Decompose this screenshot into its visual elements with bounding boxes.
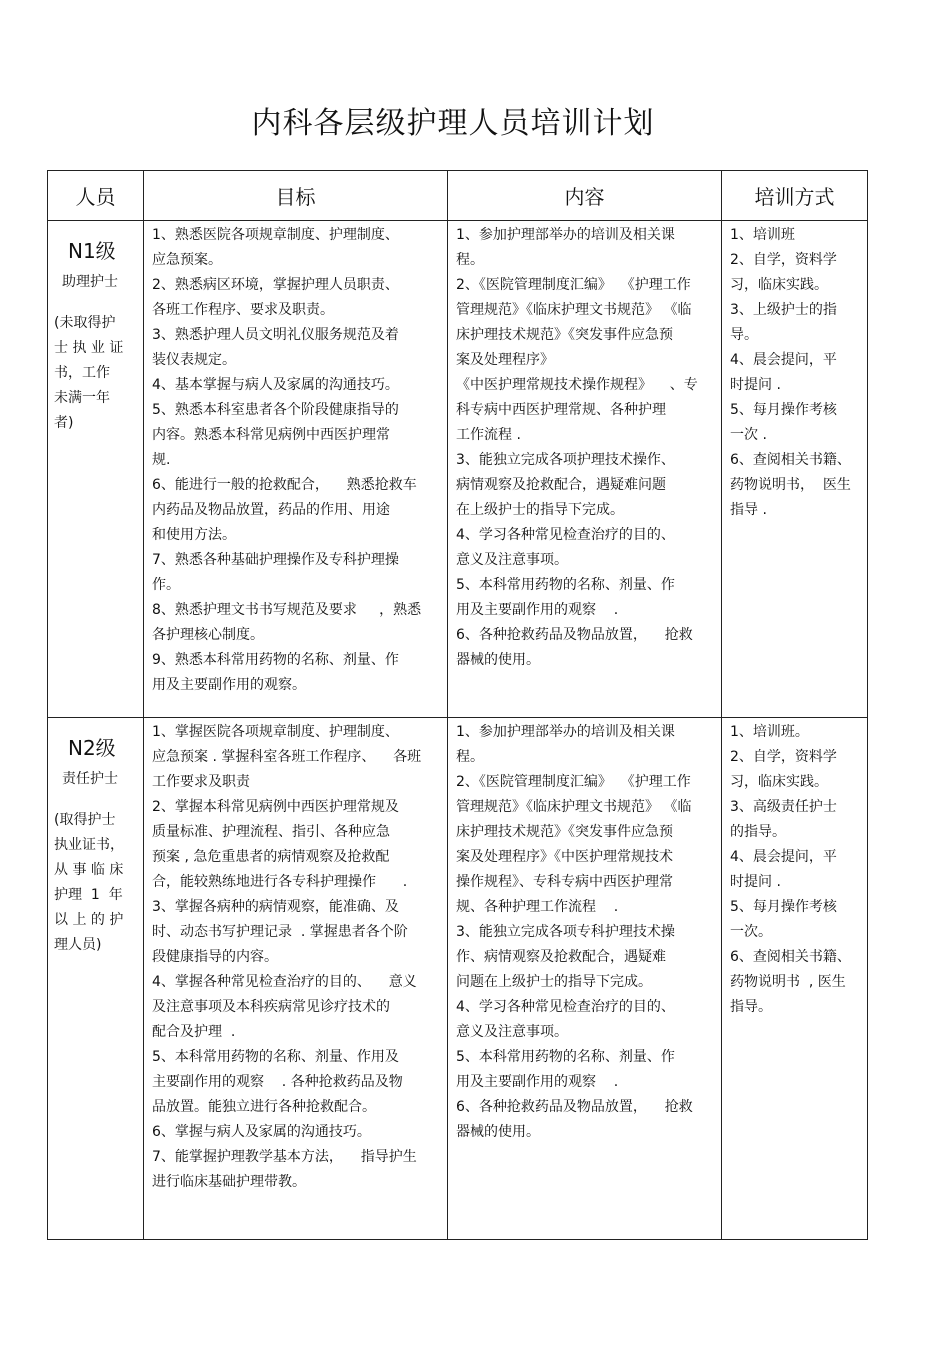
goals-line: 9、熟悉本科常用药物的名称、剂量、作	[152, 652, 399, 668]
header-content: 内容	[448, 171, 722, 221]
methods-line: 6、查阅相关书籍、	[730, 949, 851, 965]
content-line: 器械的使用。	[456, 652, 540, 668]
header-goals: 目标	[144, 171, 448, 221]
goals-line: 1、掌握医院各项规章制度、护理制度、	[152, 724, 399, 740]
role-label: 助理护士	[62, 274, 118, 290]
qualification-note	[54, 311, 143, 436]
goals-line: 4、掌握各种常见检查治疗的目的、 意义	[152, 974, 417, 990]
method-cell	[722, 221, 868, 718]
goals-line: 质量标准、护理流程、指引、各种应急	[152, 824, 390, 840]
methods-line: 习，临床实践。	[730, 774, 828, 790]
goals-line: 规.	[152, 452, 171, 468]
content-line: 在上级护士的指导下完成。	[456, 502, 624, 518]
methods-line: 导。	[730, 327, 758, 343]
goals-line: 4、基本掌握与病人及家属的沟通技巧。	[152, 377, 399, 393]
goals-line: 进行临床基础护理带教。	[152, 1174, 306, 1190]
methods-line: 3、高级责任护士	[730, 799, 837, 815]
goals-line: 7、能掌握护理教学基本方法， 指导护生	[152, 1149, 417, 1165]
condition-line: 书，工作	[54, 365, 110, 381]
content-line: 1、参加护理部举办的培训及相关课	[456, 724, 675, 740]
method-cell	[722, 718, 868, 1240]
goals-line: 作。	[152, 577, 180, 593]
goals-line: 7、熟悉各种基础护理操作及专科护理操	[152, 552, 399, 568]
goals-line: 用及主要副作用的观察。	[152, 677, 306, 693]
content-line: 床护理技术规范》《突发事件应急预	[456, 824, 673, 840]
methods-line: 5、每月操作考核	[730, 899, 837, 915]
condition-line: 护理 1 年	[54, 887, 123, 903]
methods-line: 3、上级护士的指	[730, 302, 837, 318]
methods-line: 指导 .	[730, 502, 767, 518]
goals-line: 及注意事项及本科疾病常见诊疗技术的	[152, 999, 390, 1015]
content-line: 1、参加护理部举办的培训及相关课	[456, 227, 675, 243]
content-cell	[448, 718, 722, 1240]
goals-line: 8、熟悉护理文书书写规范及要求 ，熟悉	[152, 602, 422, 618]
goals-line: 3、熟悉护理人员文明礼仪服务规范及着	[152, 327, 399, 343]
goals-line: 段健康指导的内容。	[152, 949, 278, 965]
content-line: 程。	[456, 252, 484, 268]
goals-line: 各护理核心制度。	[152, 627, 264, 643]
condition-line: 士 执 业 证	[54, 340, 124, 356]
methods-line: 2、自学，资料学	[730, 749, 837, 765]
content-line: 程。	[456, 749, 484, 765]
content-line: 案及处理程序》	[456, 352, 554, 368]
methods-line: 一次 .	[730, 427, 767, 443]
content-line: 器械的使用。	[456, 1124, 540, 1140]
condition-line: 者)	[54, 415, 74, 431]
goals-cell	[144, 718, 448, 1240]
condition-line: (取得护士	[54, 812, 116, 828]
header-personnel: 人员	[48, 171, 144, 221]
goals-line: 6、掌握与病人及家属的沟通技巧。	[152, 1124, 371, 1140]
content-line: 4、学习各种常见检查治疗的目的、	[456, 527, 675, 543]
content-line: 作、病情观察及抢救配合，遇疑难	[456, 949, 666, 965]
content-line: 6、各种抢救药品及物品放置， 抢救	[456, 627, 693, 643]
content-line: 科专病中西医护理常规、各种护理	[456, 402, 666, 418]
methods-line: 的指导。	[730, 824, 786, 840]
methods-line: 时提问 .	[730, 874, 781, 890]
condition-line: 从 事 临 床	[54, 862, 124, 878]
goals-line: 时、动态书写护理记录 . 掌握患者各个阶	[152, 924, 408, 940]
training-plan-table	[47, 170, 868, 1240]
page-title: 内科各层级护理人员培训计划	[251, 106, 655, 141]
content-line: 管理规范》《临床护理文书规范》 《临	[456, 302, 692, 318]
table-row	[48, 718, 868, 1240]
methods-line: 1、培训班	[730, 227, 795, 243]
role-label: 责任护士	[62, 771, 118, 787]
content-line: 意义及注意事项。	[456, 552, 568, 568]
methods-line: 药物说明书 , 医生	[730, 974, 846, 990]
content-line: 6、各种抢救药品及物品放置， 抢救	[456, 1099, 693, 1115]
content-line: 操作规程》、专科专病中西医护理常	[456, 874, 673, 890]
condition-line: 执业证书，	[54, 837, 124, 853]
content-line: 5、本科常用药物的名称、剂量、作	[456, 1049, 675, 1065]
content-line: 病情观察及抢救配合，遇疑难问题	[456, 477, 666, 493]
goals-line: 内容。熟悉本科常见病例中西医护理常	[152, 427, 390, 443]
goals-line: 2、熟悉病区环境，掌握护理人员职责、	[152, 277, 399, 293]
methods-line: 1、培训班。	[730, 724, 809, 740]
level-label: N1级	[68, 239, 116, 263]
methods-line: 4、晨会提问，平	[730, 352, 837, 368]
goals-line: 和使用方法。	[152, 527, 236, 543]
methods-line: 习，临床实践。	[730, 277, 828, 293]
methods-line: 2、自学，资料学	[730, 252, 837, 268]
content-line: 4、学习各种常见检查治疗的目的、	[456, 999, 675, 1015]
content-line: 案及处理程序》《中医护理常规技术	[456, 849, 673, 865]
content-line: 问题在上级护士的指导下完成。	[456, 974, 652, 990]
personnel-cell	[48, 221, 144, 718]
table-row	[48, 221, 868, 718]
methods-line: 5、每月操作考核	[730, 402, 837, 418]
goals-line: 5、熟悉本科室患者各个阶段健康指导的	[152, 402, 399, 418]
qualification-note	[54, 808, 143, 958]
content-line: 2、《医院管理制度汇编》 《护理工作	[456, 774, 691, 790]
content-line: 工作流程 .	[456, 427, 521, 443]
goals-line: 工作要求及职责	[152, 774, 250, 790]
goals-line: 配合及护理 .	[152, 1024, 236, 1040]
methods-line: 时提问 .	[730, 377, 781, 393]
goals-line: 主要副作用的观察 . 各种抢救药品及物	[152, 1074, 403, 1090]
content-line: 用及主要副作用的观察 .	[456, 1074, 619, 1090]
goals-line: 内药品及物品放置，药品的作用、用途	[152, 502, 390, 518]
content-cell	[448, 221, 722, 718]
goals-line: 6、能进行一般的抢救配合， 熟悉抢救车	[152, 477, 417, 493]
condition-line: 未满一年	[54, 390, 110, 406]
condition-line: 以 上 的 护	[54, 912, 124, 928]
personnel-cell	[48, 718, 144, 1240]
content-line: 床护理技术规范》《突发事件应急预	[456, 327, 673, 343]
goals-line: 各班工作程序、要求及职责。	[152, 302, 334, 318]
goals-line: 装仪表规定。	[152, 352, 236, 368]
goals-line: 应急预案。	[152, 252, 222, 268]
goals-line: 1、熟悉医院各项规章制度、护理制度、	[152, 227, 399, 243]
content-line: 3、能独立完成各项专科护理技术操	[456, 924, 675, 940]
content-line: 管理规范》《临床护理文书规范》 《临	[456, 799, 692, 815]
methods-line: 4、晨会提问，平	[730, 849, 837, 865]
methods-line: 药物说明书， 医生	[730, 477, 851, 493]
level-label: N2级	[68, 736, 116, 760]
content-line: 规、各种护理工作流程 .	[456, 899, 619, 915]
content-line: 3、能独立完成各项护理技术操作、	[456, 452, 675, 468]
content-line: 意义及注意事项。	[456, 1024, 568, 1040]
header-method: 培训方式	[722, 171, 868, 221]
goals-line: 合，能较熟练地进行各专科护理操作 .	[152, 874, 408, 890]
goals-line: 预案 , 急危重患者的病情观察及抢救配	[152, 849, 390, 865]
methods-line: 一次。	[730, 924, 772, 940]
goals-line: 品放置。能独立进行各种抢救配合。	[152, 1099, 376, 1115]
condition-line: 理人员)	[54, 937, 102, 953]
content-line: 用及主要副作用的观察 .	[456, 602, 619, 618]
table-header-row	[48, 171, 868, 221]
goals-line: 2、掌握本科常见病例中西医护理常规及	[152, 799, 399, 815]
condition-line: (未取得护	[54, 315, 116, 331]
methods-line: 6、查阅相关书籍、	[730, 452, 851, 468]
goals-line: 5、本科常用药物的名称、剂量、作用及	[152, 1049, 399, 1065]
methods-line: 指导。	[730, 999, 772, 1015]
goals-line: 3、掌握各病种的病情观察，能准确、及	[152, 899, 399, 915]
content-line: 《中医护理常规技术操作规程》 、专	[456, 377, 698, 393]
goals-line: 应急预案 . 掌握科室各班工作程序、 各班	[152, 749, 422, 765]
goals-cell	[144, 221, 448, 718]
content-line: 2、《医院管理制度汇编》 《护理工作	[456, 277, 691, 293]
content-line: 5、本科常用药物的名称、剂量、作	[456, 577, 675, 593]
